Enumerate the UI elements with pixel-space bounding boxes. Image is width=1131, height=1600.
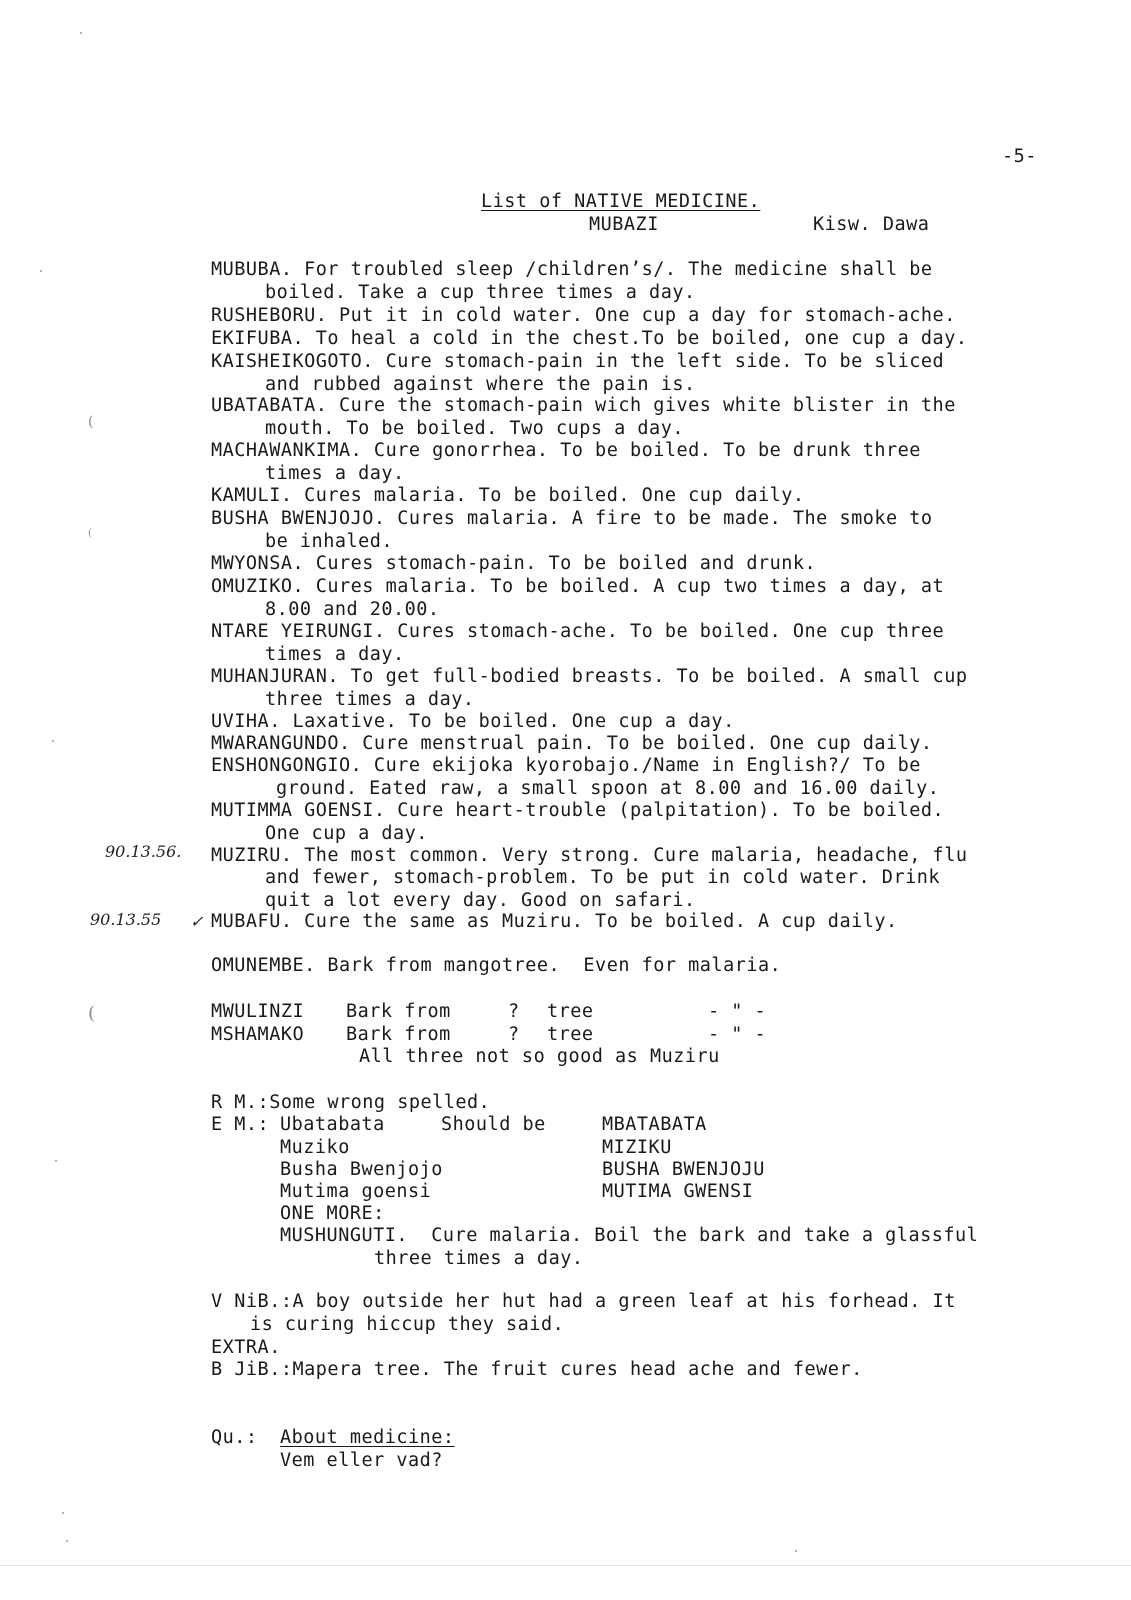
entry-line: UBATABATA. Cure the stomach-pain wich gives white blister in the: [211, 395, 956, 416]
scan-edge-line: [0, 1565, 1131, 1566]
correction-right: MIZIKU: [602, 1137, 672, 1158]
bark-name: MWULINZI: [211, 1001, 305, 1022]
em-first-wrong: Ubatabata: [280, 1114, 385, 1135]
bark-desc: Bark from: [346, 1024, 451, 1045]
bark-question: ?: [508, 1024, 520, 1045]
one-more-label: ONE MORE:: [280, 1203, 385, 1224]
bjib-line: B JiB.:Mapera tree. The fruit cures head ache and fewer.: [211, 1359, 863, 1380]
entry-line: MUHANJURAN. To get full-bodied breasts. To be boiled. A small cup: [211, 666, 968, 687]
entry-line: and rubbed against where the pain is.: [265, 374, 696, 395]
em-prefix: E M.:: [211, 1114, 270, 1135]
margin-mark: (: [88, 414, 94, 430]
entry-uviha: UVIHA. Laxative. To be boiled. One cup a day.: [211, 711, 735, 732]
entry-mwarangundo: MWARANGUNDO. Cure menstrual pain. To be boiled. One cup daily.: [211, 733, 933, 754]
margin-mark: (: [88, 528, 92, 539]
entry-line: quit a lot every day. Good on safari.: [265, 890, 696, 911]
entry-line: MACHAWANKIMA. Cure gonorrhea. To be boiled. To be drunk three: [211, 440, 921, 461]
entry-line: times a day.: [265, 644, 405, 665]
mushunguti-line: MUSHUNGUTI. Cure malaria. Boil the bark and take a glassful: [280, 1225, 979, 1246]
handwritten-note-mubafu: 90.13.55: [90, 910, 162, 929]
em-should-be: Should be: [441, 1114, 546, 1135]
scan-speck: [80, 32, 82, 34]
scan-speck: [55, 1160, 57, 1162]
entry-line: KAISHEIKOGOTO. Cure stomach-pain in the left side. To be sliced: [211, 351, 945, 372]
entry-line: NTARE YEIRUNGI. Cures stomach-ache. To be boiled. One cup three: [211, 621, 945, 642]
entry-line: BUSHA BWENJOJO. Cures malaria. A fire to be made. The smoke to: [211, 508, 933, 529]
entry-line: times a day.: [265, 463, 405, 484]
entry-line: ENSHONGONGIO. Cure ekijoka kyorobajo./Name in English?/ To be: [211, 755, 921, 776]
bark-ditto: - " -: [708, 1024, 767, 1045]
scan-speck: [52, 740, 54, 742]
entry-line: and fewer, stomach-problem. To be put in cold water. Drink: [265, 867, 941, 888]
bark-tree: tree: [547, 1001, 594, 1022]
entry-line: be inhaled.: [265, 531, 394, 552]
em-first-right: MBATABATA: [602, 1114, 707, 1135]
qu-label: About medicine:: [280, 1427, 455, 1448]
scan-speck: [66, 1540, 68, 1542]
entry-mubafu: MUBAFU. Cure the same as Muziru. To be boiled. A cup daily.: [211, 911, 898, 932]
entry-rusheboru: RUSHEBORU. Put it in cold water. One cup a day for stomach-ache.: [211, 305, 956, 326]
rm-line: R M.:Some wrong spelled.: [211, 1092, 491, 1113]
bark-tree: tree: [547, 1024, 594, 1045]
correction-wrong: Busha Bwenjojo: [280, 1159, 443, 1180]
omunembe-line: OMUNEMBE. Bark from mangotree. Even for malaria.: [211, 955, 782, 976]
entry-line: One cup a day.: [265, 823, 428, 844]
qu-question: Vem eller vad?: [280, 1450, 443, 1471]
entry-line: three times a day.: [265, 689, 475, 710]
handwritten-note-muziru: 90.13.56.: [105, 842, 182, 861]
document-title: List of NATIVE MEDICINE.: [481, 191, 761, 212]
bark-desc: Bark from: [346, 1001, 451, 1022]
correction-wrong: Muziko: [280, 1137, 350, 1158]
margin-mark: (: [88, 1003, 96, 1024]
entry-ekifuba: EKIFUBA. To heal a cold in the chest.To be boiled, one cup a day.: [211, 328, 968, 349]
barks-note: All three not so good as Muziru: [359, 1046, 720, 1067]
entry-line: ground. Eated raw, a small spoon at 8.00 and 16.00 daily.: [276, 778, 940, 799]
subtitle-mubazi: MUBAZI: [589, 214, 659, 235]
correction-wrong: Mutima goensi: [280, 1181, 432, 1202]
correction-right: BUSHA BWENJOJU: [602, 1159, 765, 1180]
entry-line: mouth. To be boiled. Two cups a day.: [265, 418, 684, 439]
scan-speck: [62, 1512, 64, 1514]
vnib-line: is curing hiccup they said.: [250, 1314, 565, 1335]
subtitle-kiswahili: Kisw. Dawa: [813, 214, 930, 235]
qu-prefix: Qu.:: [211, 1427, 258, 1448]
scan-speck: [795, 1550, 797, 1552]
vnib-line: V NiB.:A boy outside her hut had a green leaf at his forhead. It: [211, 1291, 956, 1312]
entry-kamuli: KAMULI. Cures malaria. To be boiled. One cup daily.: [211, 485, 805, 506]
extra-label: EXTRA.: [211, 1337, 281, 1358]
correction-right: MUTIMA GWENSI: [602, 1181, 754, 1202]
bark-name: MSHAMAKO: [211, 1024, 305, 1045]
entry-line: MUBUBA. For troubled sleep /children’s/. The medicine shall be: [211, 259, 933, 280]
bark-ditto: - " -: [708, 1001, 767, 1022]
page-number: -5-: [1002, 146, 1037, 167]
entry-mwyonsa: MWYONSA. Cures stomach-pain. To be boiled and drunk.: [211, 553, 817, 574]
mushunguti-line: three times a day.: [374, 1248, 584, 1269]
entry-line: boiled. Take a cup three times a day.: [265, 282, 696, 303]
check-mark-icon: ✓: [190, 912, 204, 931]
bark-question: ?: [508, 1001, 520, 1022]
entry-line: OMUZIKO. Cures malaria. To be boiled. A cup two times a day, at: [211, 576, 945, 597]
entry-line: MUZIRU. The most common. Very strong. Cure malaria, headache, flu: [211, 845, 968, 866]
entry-line: 8.00 and 20.00.: [265, 599, 440, 620]
entry-line: MUTIMMA GOENSI. Cure heart-trouble (palpitation). To be boiled.: [211, 800, 945, 821]
scan-speck: [40, 270, 42, 272]
